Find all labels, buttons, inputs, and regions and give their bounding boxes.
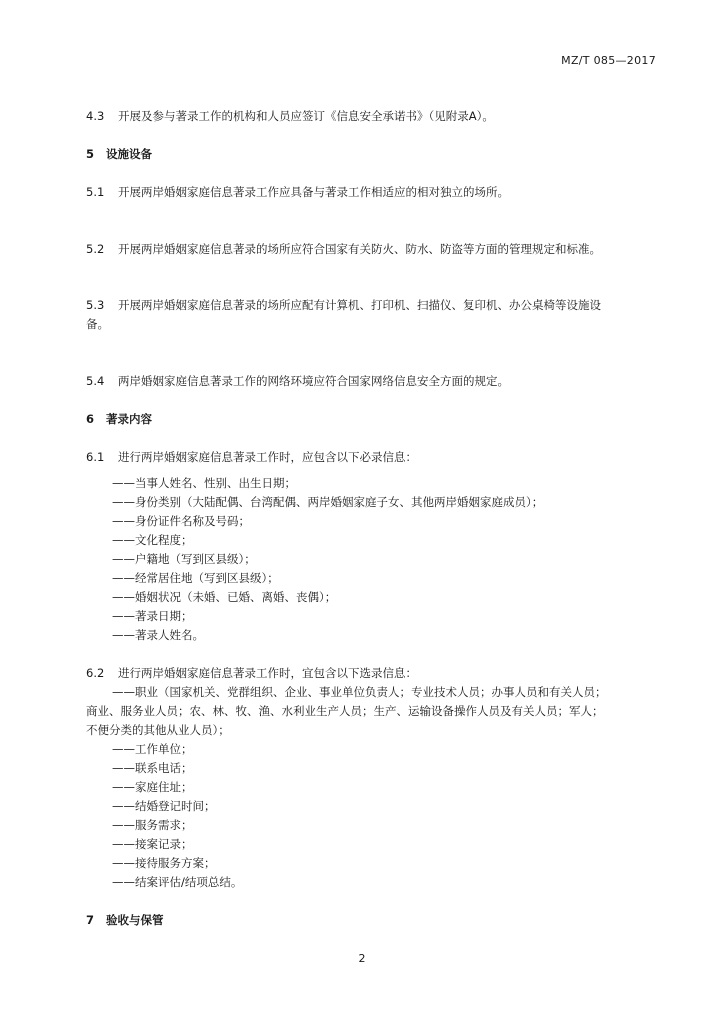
document-code: MZ/T 085—2017	[561, 54, 656, 67]
list-item: ——户籍地（写到区县级）；	[112, 552, 256, 566]
clause-text: 进行两岸婚姻家庭信息著录工作时，应包含以下必录信息：	[118, 450, 417, 464]
list-item: ——联系电话；	[112, 761, 193, 775]
section-title: 验收与保管	[106, 913, 164, 927]
clause-number: 5.1	[86, 185, 105, 199]
section-number: 7	[86, 913, 95, 927]
page-number: 2	[358, 952, 366, 965]
list-item: ——服务需求；	[112, 818, 193, 832]
clause-text: 开展及参与著录工作的机构和人员应签订《信息安全承诺书》（见附录A）。	[118, 109, 494, 123]
section-7-heading	[86, 911, 164, 929]
clause-6-2	[86, 664, 417, 682]
clause-5-1	[86, 183, 509, 201]
list-item-occupation: ——职业（国家机关、党群组织、企业、事业单位负责人；专业技术人员；办事人员和有关人员；	[112, 685, 607, 699]
list-item: ——工作单位；	[112, 742, 193, 756]
clause-5-4	[86, 372, 509, 390]
list-item: ——家庭住址；	[112, 780, 193, 794]
section-title: 设施设备	[106, 147, 152, 161]
clause-number: 4.3	[86, 109, 105, 123]
clause-5-3	[86, 296, 601, 314]
list-item: ——著录人姓名。	[112, 628, 204, 642]
clause-number: 5.2	[86, 242, 105, 256]
list-item: ——当事人姓名、性别、出生日期；	[112, 476, 296, 490]
section-6-heading	[86, 410, 152, 428]
list-item: ——结案评估/结项总结。	[112, 875, 243, 889]
clause-text: 进行两岸婚姻家庭信息著录工作时，宜包含以下选录信息：	[118, 666, 417, 680]
list-item: ——婚姻状况（未婚、已婚、离婚、丧偶）；	[112, 590, 337, 604]
list-item-occupation-continued: 不便分类的其他从业人员）；	[86, 723, 230, 737]
list-item-occupation-continued: 商业、服务业人员；农、林、牧、渔、水利业生产人员；生产、运输设备操作人员及有关人员；军人；	[86, 704, 604, 718]
clause-text: 开展两岸婚姻家庭信息著录的场所应符合国家有关防火、防水、防盗等方面的管理规定和标准。	[118, 242, 601, 256]
list-item: ——身份证件名称及号码；	[112, 514, 250, 528]
list-item: ——身份类别（大陆配偶、台湾配偶、两岸婚姻家庭子女、其他两岸婚姻家庭成员）；	[112, 495, 544, 509]
clause-4-3	[86, 107, 494, 125]
list-item: ——经常居住地（写到区县级）；	[112, 571, 279, 585]
list-item: ——接案记录；	[112, 837, 193, 851]
list-item: ——著录日期；	[112, 609, 193, 623]
section-5-heading	[86, 145, 152, 163]
clause-number: 6.2	[86, 666, 105, 680]
clause-5-2	[86, 240, 601, 258]
clause-text: 两岸婚姻家庭信息著录工作的网络环境应符合国家网络信息安全方面的规定。	[118, 374, 509, 388]
clause-text: 开展两岸婚姻家庭信息著录工作应具备与著录工作相适应的相对独立的场所。	[118, 185, 509, 199]
clause-number: 5.4	[86, 374, 105, 388]
list-item: ——结婚登记时间；	[112, 799, 216, 813]
clause-5-3-continued: 备。	[86, 317, 109, 331]
list-item: ——接待服务方案；	[112, 856, 216, 870]
section-number: 5	[86, 147, 95, 161]
section-title: 著录内容	[106, 412, 152, 426]
clause-number: 5.3	[86, 298, 105, 312]
section-number: 6	[86, 412, 95, 426]
clause-number: 6.1	[86, 450, 105, 464]
clause-text: 开展两岸婚姻家庭信息著录的场所应配有计算机、打印机、扫描仪、复印机、办公桌椅等设施设	[118, 298, 601, 312]
clause-6-1	[86, 448, 417, 466]
list-item: ——文化程度；	[112, 533, 193, 547]
